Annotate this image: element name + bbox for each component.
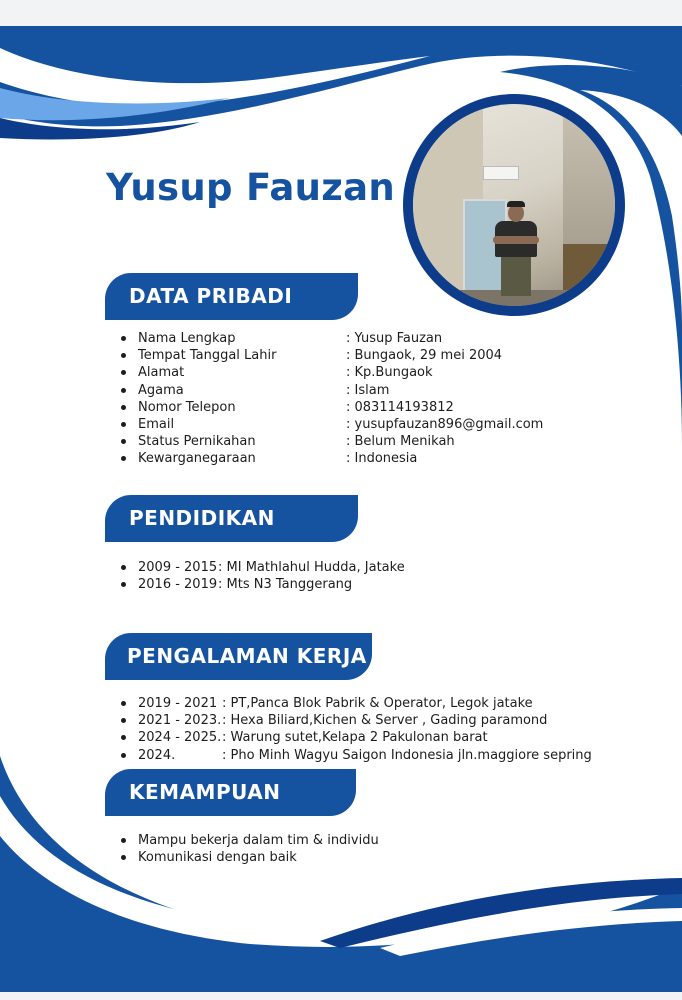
personal-data-list [118,330,544,468]
list-item: 2024 - 2025. : Warung sutet,Kelapa 2 Pakulonan barat [118,729,578,746]
list-item: Status Pernikahan : Belum Menikah [118,433,538,450]
section-heading-kemampuan: KEMAMPUAN [105,769,356,816]
education-list [118,559,518,593]
work-experience-list [118,695,592,764]
section-heading-pengalaman-kerja: PENGALAMAN KERJA [105,633,372,680]
list-item: Nomor Telepon : 083114193812 [118,399,538,416]
list-item: Email : yusupfauzan896@gmail.com [118,416,538,433]
list-item: 2009 - 2015 : MI Mathlahul Hudda, Jatake [118,559,518,576]
list-item: Alamat : Kp.Bungaok [118,364,538,381]
list-item: Nama Lengkap : Yusup Fauzan [118,330,538,347]
profile-photo-frame [403,94,625,316]
profile-photo [413,104,615,306]
skills-list [118,832,418,866]
list-item: 2019 - 2021 : PT,Panca Blok Pabrik & Operator, Legok jatake [118,695,578,712]
resume-page [0,26,682,992]
list-item: 2024. : Pho Minh Wagyu Saigon Indonesia jln.maggiore sepring [118,747,578,764]
list-item: Agama : Islam [118,382,538,399]
section-heading-data-pribadi: DATA PRIBADI [105,273,358,320]
list-item: Komunikasi dengan baik [118,849,418,866]
list-item: Mampu bekerja dalam tim & individu [118,832,418,849]
list-item: Kewarganegaraan : Indonesia [118,450,538,467]
list-item: Tempat Tanggal Lahir : Bungaok, 29 mei 2004 [118,347,538,364]
candidate-name: Yusup Fauzan [106,166,396,209]
section-heading-pendidikan: PENDIDIKAN [105,495,358,542]
list-item: 2021 - 2023. : Hexa Biliard,Kichen & Server , Gading paramond [118,712,578,729]
list-item: 2016 - 2019 : Mts N3 Tanggerang [118,576,518,593]
